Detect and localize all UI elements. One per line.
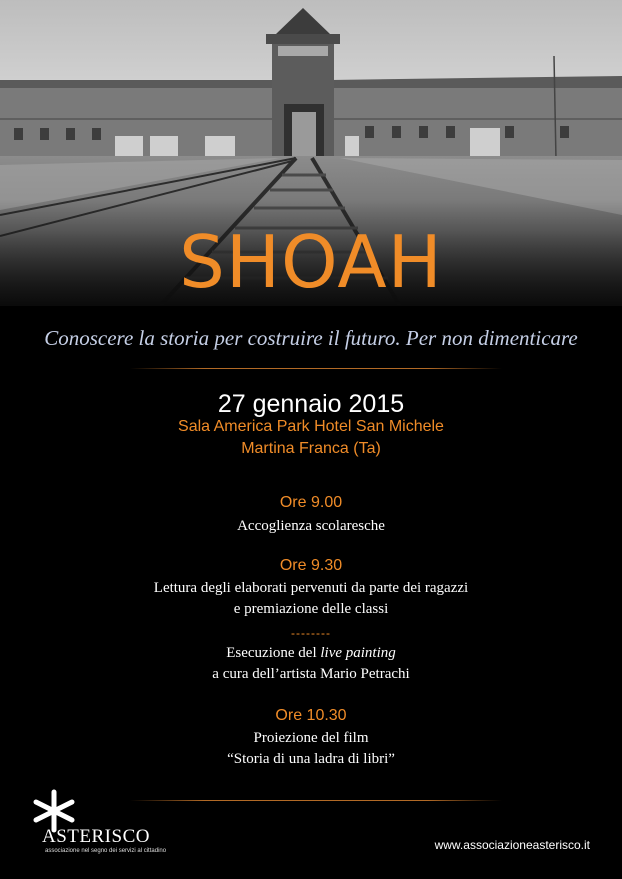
program-item-2-line2: e premiazione delle classi [233,601,389,617]
program-separator: -------- [291,626,331,640]
divider-top [130,368,502,369]
live-painting-emphasis: live painting [320,645,396,661]
tagline: Conoscere la storia per costruire il futuro. Per non dimenticare [44,326,578,350]
venue-city: Martina Franca (Ta) [241,440,381,457]
time-slot-3: Ore 10.30 [275,707,347,724]
time-slot-2: Ore 9.30 [279,557,343,574]
program-item-4-line1: Proiezione del film [253,730,369,746]
website-link[interactable]: www.associazioneasterisco.it [434,838,590,852]
logo-wordmark: ASTERISCO [42,826,150,847]
divider-bottom [130,800,502,801]
logo-tagline: associazione nel segno dei servizi al cittadino [45,848,167,854]
program-item-3-line1 [0,645,622,662]
live-painting-prefix: Esecuzione del [226,645,321,661]
event-date: 27 gennaio 2015 [217,390,405,418]
program-item-4-line2: “Storia di una ladra di libri” [227,751,395,767]
program-item-3-line2: a cura dell’artista Mario Petrachi [212,666,410,682]
event-title: SHOAH [179,220,443,304]
header-photo [0,0,622,306]
program-item-2-line1: Lettura degli elaborati pervenuti da parte dei ragazzi [153,580,469,596]
program-item-1: Accoglienza scolaresche [237,518,385,534]
time-slot-1: Ore 9.00 [279,494,343,511]
venue-name: Sala America Park Hotel San Michele [178,418,444,435]
